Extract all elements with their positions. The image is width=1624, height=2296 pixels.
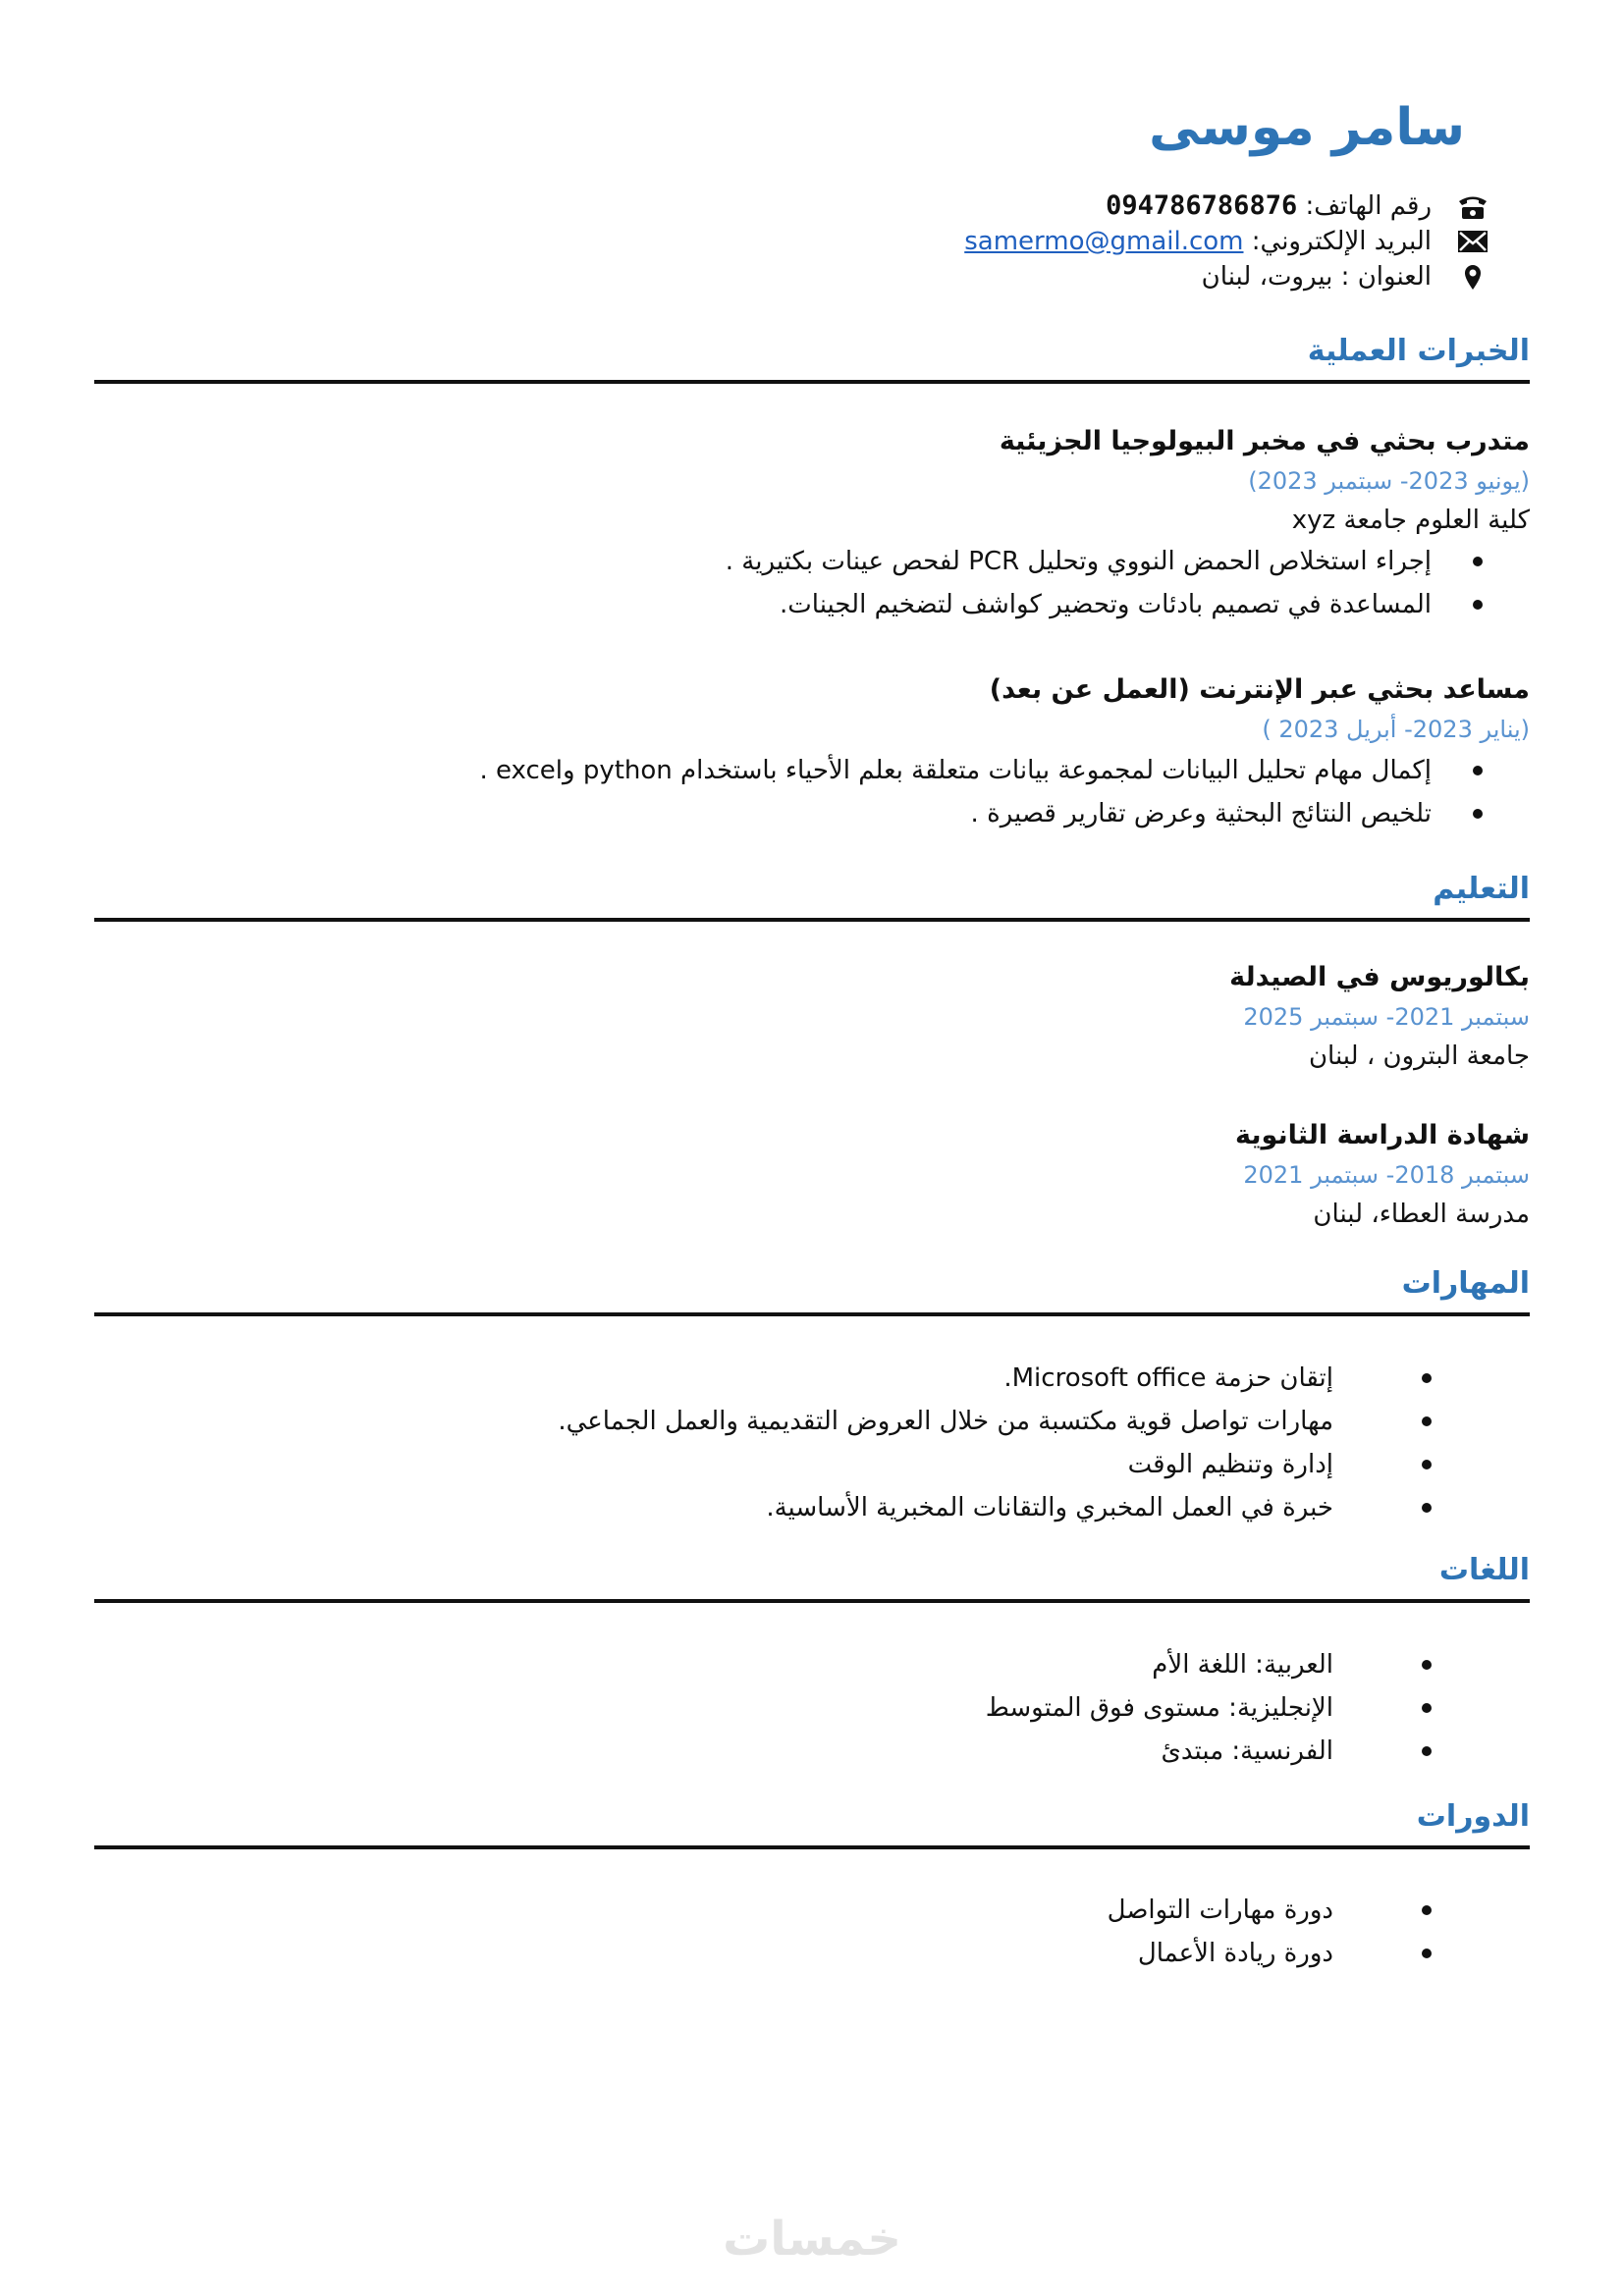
list-item: إدارة وتنظيم الوقت [94,1443,1530,1486]
phone-label: رقم الهاتف: [1305,191,1432,221]
contact-address-row [964,259,1432,294]
job-tasks [94,540,1530,626]
skills-heading: المهارات [1401,1266,1530,1301]
list-item: إجراء استخلاص الحمض النووي وتحليل PCR لفحص عينات بكتيرية . [94,540,1530,583]
job-title: مساعد بحثي عبر الإنترنت (العمل عن بعد) [989,674,1530,705]
list-item: مهارات تواصل قوية مكتسبة من خلال العروض التقديمية والعمل الجماعي. [94,1400,1530,1443]
degree-date: سبتمبر 2021- سبتمبر 2025 [1243,1003,1530,1031]
list-item: الإنجليزية: مستوى فوق المتوسط [94,1686,1530,1730]
list-item: دورة مهارات التواصل [94,1889,1530,1932]
job-organization: كلية العلوم جامعة xyz [1291,506,1530,535]
degree-title: شهادة الدراسة الثانوية [1235,1120,1530,1150]
experience-section [94,334,1530,384]
list-item: إكمال مهام تحليل البيانات لمجموعة بيانات متعلقة بعلم الأحياء باستخدام python وexcel . [94,749,1530,792]
job-date: (يونيو 2023- سبتمبر 2023) [1248,467,1530,495]
contact-info [964,188,1432,294]
degree-date: سبتمبر 2018- سبتمبر 2021 [1243,1161,1530,1189]
section-divider [94,1599,1530,1603]
job-title: متدرب بحثي في مخبر البيولوجيا الجزيئية [999,426,1530,456]
courses-section [94,1799,1530,1849]
degree-institution: جامعة البترون ، لبنان [1308,1041,1530,1071]
skills-list [94,1357,1530,1529]
section-divider [94,1312,1530,1316]
list-item: إتقان حزمة Microsoft office. [94,1357,1530,1400]
list-item: الفرنسية: مبتدئ [94,1730,1530,1773]
education-item-2 [94,1116,1530,1234]
list-item: المساعدة في تصميم بادئات وتحضير كواشف لتضخيم الجينات. [94,583,1530,626]
watermark-logo: خمسات [723,2212,901,2267]
email-link[interactable]: samermo@gmail.com [964,227,1244,256]
email-label: البريد الإلكتروني: [1251,227,1432,256]
phone-number: 094786786876 [1106,190,1298,221]
contact-email-row [964,224,1432,259]
education-item-1 [94,958,1530,1076]
contact-phone-row [964,188,1432,224]
section-divider [94,918,1530,922]
degree-title: بكالوريوس في الصيدلة [1229,962,1530,992]
skills-list-block [94,1357,1530,1529]
list-item: دورة ريادة الأعمال [94,1932,1530,1975]
courses-list [94,1889,1530,1975]
courses-list-block [94,1889,1530,1975]
experience-heading: الخبرات العملية [1307,334,1530,368]
phone-icon [1457,192,1489,220]
courses-heading: الدورات [1416,1799,1530,1834]
degree-institution: مدرسة العطاء، لبنان [1313,1200,1530,1229]
languages-heading: اللغات [1438,1553,1530,1587]
education-section [94,872,1530,922]
address-text: العنوان : بيروت، لبنان [1201,262,1432,292]
languages-section [94,1553,1530,1603]
location-pin-icon [1457,263,1489,291]
resume-page [94,0,1530,2296]
list-item: خبرة في العمل المخبري والتقانات المخبرية الأساسية. [94,1486,1530,1529]
candidate-name: سامر موسى [1149,98,1465,157]
list-item: العربية: اللغة الأم [94,1643,1530,1686]
section-divider [94,380,1530,384]
job-tasks [94,749,1530,835]
skills-section [94,1266,1530,1316]
languages-list-block [94,1643,1530,1773]
list-item: تلخيص النتائج البحثية وعرض تقارير قصيرة . [94,792,1530,835]
section-divider [94,1845,1530,1849]
education-heading: التعليم [1433,872,1530,906]
experience-job-2 [94,670,1530,835]
job-date: (يناير 2023- أبريل 2023 ) [1262,716,1530,743]
envelope-icon [1457,228,1489,255]
languages-list [94,1643,1530,1773]
experience-job-1 [94,422,1530,626]
